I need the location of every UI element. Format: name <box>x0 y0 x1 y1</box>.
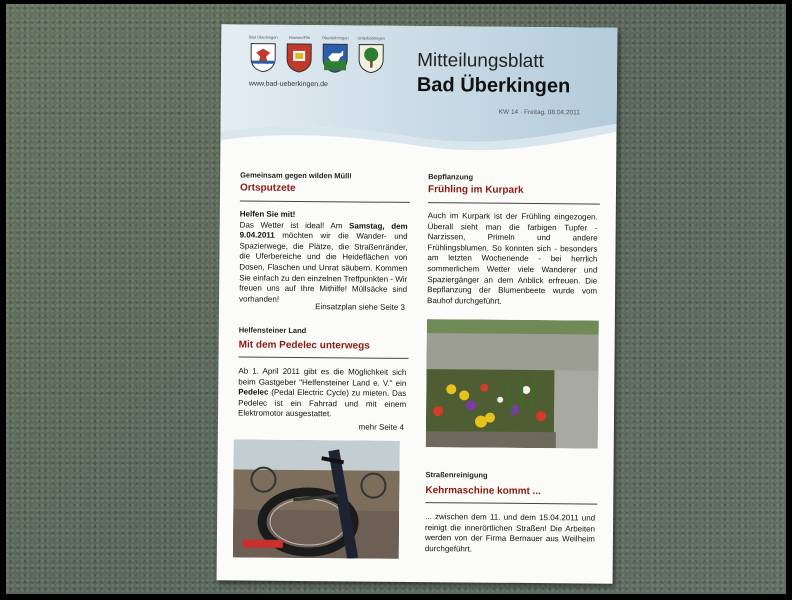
divider <box>428 202 600 205</box>
article-headline: Frühling im Kurpark <box>427 184 524 196</box>
article-kicker: Bepflanzung <box>428 172 474 182</box>
article-headline: Mit dem Pedelec unterwegs <box>238 339 370 352</box>
divider <box>240 200 410 202</box>
article-body: Ab 1. April 2011 gibt es die Möglichkeit sich beim Gastgeber "Helfensteiner Land e. V." ein Pedelec (Pedal Electric Cycle) zu mieten. Das Pedelec ist ein Fahrrad und mit einem Elektromotor ausgestattet. <box>237 366 407 419</box>
article-body: Helfen Sie mit! Das Wetter ist ideal! Am Samstag, dem 9.04.2011 möchten wir die Wander- und Spazierwege, die Plätze, die Straßenränder, die Uferbereiche und die Heideflächen von Dosen, Flaschen und Unrat säubern. Kommen Sie einfach zu den einzelnen Treffpunkten - Wir freuen uns auf Ihre Mithilfe! Müllsäcke sind vorhanden! <box>239 209 408 304</box>
article-body: ... zwischen dem 11. und dem 15.04.2011 und reinigt die innerörtlichen Straßen! Die Arbeiten werden von der Firma Bernauer aus Weilheim durchgeführt. <box>424 512 596 554</box>
page-reference: mehr Seite 4 <box>358 422 404 432</box>
page-reference: Einsatzplan siehe Seite 3 <box>315 302 406 312</box>
article-body: Auch im Kurpark ist der Frühling eingezogen. Überall sieht man die farbigen Tupfer - Narzissen, Primeln und andere Frühlingsblumen. So konnten sich - besonders am letzten Wochenende - bei herrlich sommerlichem Wetter viele Wanderer und Spaziergänger an dem Anblick erfreuen. Die Bepflanzung der Blumenbeete wurde vom Bauhof durchgeführt. <box>426 211 598 306</box>
masthead-title: Mitteilungsblatt <box>417 49 544 73</box>
article-kicker: Straßenreinigung <box>425 470 488 480</box>
shield-red-icon <box>286 43 312 73</box>
newsletter-page <box>217 24 618 583</box>
coat-of-arms-hausen: Hausen/Fils <box>281 35 317 73</box>
shield-tree-icon <box>358 43 384 73</box>
article-kicker: Gemeinsam gegen wilden Müll! <box>240 170 352 181</box>
bicycle-photo <box>233 439 400 558</box>
flowerbed-photo <box>426 319 599 448</box>
article-headline: Ortsputzete <box>239 182 296 194</box>
coat-of-arms-unterboehringen: Unterböhringen <box>353 35 389 73</box>
article-kicker: Helfensteiner Land <box>238 325 307 336</box>
divider <box>425 502 597 505</box>
coat-of-arms-bad-ueberkingen: Bad Überkingen <box>245 34 281 72</box>
divider <box>239 356 409 358</box>
issue-date: KW 14 · Freitag, 08.04.2011 <box>498 108 580 117</box>
shield-deer-icon <box>322 43 348 73</box>
website-url: www.bad-ueberkingen.de <box>248 80 328 89</box>
coat-of-arms-oberboehringen: Oberböhringen <box>317 35 353 73</box>
shield-eagle-icon <box>250 43 276 73</box>
article-headline: Kehrmaschine kommt ... <box>425 485 542 498</box>
article-lead: Helfen Sie mit! <box>239 209 296 219</box>
masthead-town: Bad Überkingen <box>416 73 571 98</box>
